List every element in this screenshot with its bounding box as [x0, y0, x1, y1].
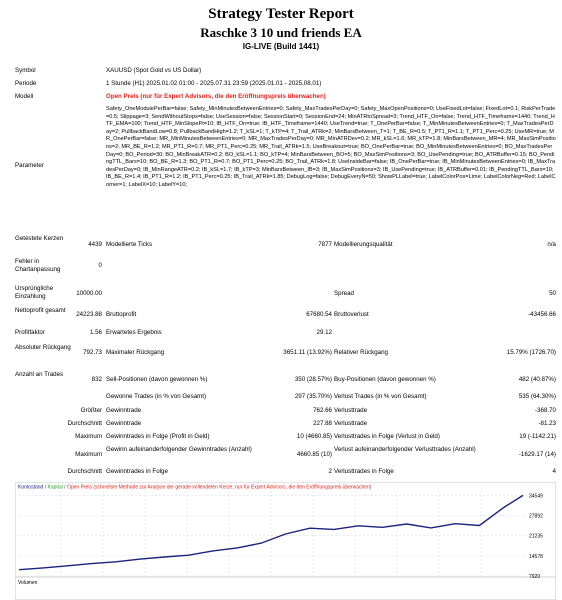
total-trades-label: Anzahl an Trades: [15, 371, 64, 378]
mismatch-label: Fehler in Chartanpassung: [15, 258, 61, 273]
period-label: Periode: [15, 80, 37, 87]
average-win-value: 227.88: [313, 420, 332, 427]
max-consecutive-losses-value: 19 (-1142.21): [519, 433, 556, 440]
ticks-value: 7877: [318, 241, 332, 248]
max-consecutive-prefix: Maximum: [75, 433, 102, 440]
legend-equity: Kapital: [47, 484, 63, 491]
short-positions-label: Sell-Positionen (davon gewonnen %): [106, 376, 208, 383]
bars-label: Getestete Kerzen: [15, 235, 64, 242]
largest-win-value: 762.66: [313, 407, 332, 414]
y-tick-label: 34549: [529, 493, 543, 500]
y-tick-label: 14578: [529, 553, 543, 560]
average-win-label: Gewinntrade: [106, 420, 142, 427]
max-consecutive-wins-value: 10 (4660.85): [296, 433, 332, 440]
profit-factor-value: 1.56: [89, 329, 102, 336]
chart-legend: Kontostand / Kapital / Open Preis (schnellste Methode zur Analyse der gerade vollendeten Kerze; nur für Expert Advisors, die den Eröffnungspreis überwachen): [18, 484, 372, 491]
avg-consecutive-losses-label: Verlusttrades in Folge: [334, 468, 394, 475]
max-consecutive-loss-value: -1629.17 (14): [518, 451, 556, 458]
long-positions-value: 482 (40.87%): [518, 376, 556, 383]
net-profit-value: 24223.88: [76, 311, 102, 318]
long-positions-label: Buy-Positionen (davon gewonnen %): [334, 376, 436, 383]
largest-loss-value: -368.70: [535, 407, 556, 414]
rel-drawdown-value: 15.79% (1726.70): [506, 349, 556, 356]
parameter-label: Parameter: [15, 162, 44, 169]
symbol-label: Symbol: [15, 67, 36, 74]
quality-label: Modellierungsqualität: [334, 241, 393, 248]
abs-drawdown-value: 792.73: [83, 349, 102, 356]
parameter-list: Safety_OneModulePerBar=false; Safety_MinMinutesBetweenEntries=0; Safety_MaxTradesPerDay=0; Safety_MaxOpenPositions=0; UseFixedLot=false; FixedLot=0.1; RiskPerTrade=0.5; Slippage=3; SendWithoutStops=false; UseSession=false; SessionStart=0; SessionEnd=24; MinATRtoSpread=3; Trend_HTF_On=false; Trend_HTF_Timeframe=1440; Trend_HTF_EMA=100; Trend_HTF_MinSlopePt=10; IB_HTF_On=true; IB_HTF_Timeframe=1440; UseTrend=true; T_OnePerBar=false; T_MinMinutesBetweenEntries=0; T_MaxTradesPerDay=2; PullbackBandLow=0.8; PullbackBandHigh=1.2; T_kSL=1; T_kTP=4; T_Trail_ATRk=2; MinBarsBetween_T=1; T_BE_R=0.5; T_PT1_R=1.1; T_PT1_Perc=0.25; UseMR=true; MR_OnePerBar=false; MR_MinMinutesBetweenEntries=0; MR_MaxTradesPerDay=0; MR_MinATRDev=0.2; MR_kSL=1.6; MR_kTP=1.8; MinBarsBetween_MR=4; MR_MaxSimPositions=2; MR_BE_R=1.2; MR_PT1_R=0.7; MR_PT1_Perc=0.25; MR_Trail_ATRk=1.5; UseBreakout=true; BO_OnePerBar=true; BO_MinMinutesBetweenEntries=0; BO_MaxTradesPerDay=0; BO_Period=30; BO_MinBreakATR=0.2; BO_kSL=1.1; BO_kTP=4; MinBarsBetween_BO=5; BO_MaxSimPositions=3; BO_UsePending=true; BO_ATRBuffer=0.15; BO_PendingTTL_Bars=10; BO_BE_R=1.3; BO_PT1_R=0.7; BO_PT1_Perc=0.25; BO_Trail_ATRk=1.8; UseInsideBar=false; IB_OnePerBar=true; IB_MinMinutesBetweenEntries=0; IB_MaxTradesPerDay=0; IB_MinRangeATR=0.2; IB_kSL=1.7; IB_kTP=3; MinBarsBetween_IB=3; IB_MaxSimPositions=3; IB_UsePending=true; IB_ATRBuffer=0.01; IB_PendingTTL_Bars=10; IB_BE_R=1.4; IB_PT1_R=1.2; IB_PT1_Perc=0.25; IB_Trail_ATRk=1.85; DebugLog=false; DebugEveryN=50; ShowPLLabel=true; LabelColorPos=Lime; LabelColorNeg=Red; LabelCorner=1; LabelX=10; LabelY=10;: [106, 106, 556, 188]
rel-drawdown-label: Relativer Rückgang: [334, 349, 388, 356]
total-trades-value: 832: [91, 376, 102, 383]
period-value: 1 Stunde (H1) 2025.01.02 01:00 - 2025.07.31 23:59 (2025.01.01 - 2025.08.01): [106, 80, 322, 87]
model-label: Modell: [15, 93, 34, 100]
profit-factor-label: Profitfaktor: [15, 329, 45, 336]
gross-loss-value: -43456.66: [528, 311, 556, 318]
avg-consecutive-wins-value: 2: [328, 468, 332, 475]
max-consecutive-profit-prefix: Maximum: [75, 451, 102, 458]
max-drawdown-value: 3651.11 (13.92%): [283, 349, 332, 356]
volume-label: Volumen: [18, 580, 38, 586]
spread-value: 50: [549, 290, 556, 297]
won-trades-value: 297 (35.70%): [294, 393, 332, 400]
max-consecutive-profit-label: Gewinn aufeinanderfolgender Gewinntrades (Anzahl): [106, 446, 252, 453]
largest-loss-label: Verlusttrade: [334, 407, 368, 414]
largest-win-label: Gewinntrade: [106, 407, 142, 414]
gross-profit-label: Bruttoprofit: [106, 311, 137, 318]
mismatch-value: 0: [98, 262, 102, 269]
average-prefix: Durchschnitt: [67, 420, 102, 427]
avg-consecutive-wins-label: Gewinntrades in Folge: [106, 468, 168, 475]
model-value: Open Preis (nur für Expert Advisors, die den Eröffnungspreis überwachen): [106, 93, 326, 100]
lost-trades-value: 535 (64.30%): [518, 393, 556, 400]
ea-name: Raschke 3 10 und friends EA: [200, 25, 362, 40]
chart-frame: [15, 482, 556, 600]
balance-chart: [15, 482, 556, 600]
max-consecutive-losses-label: Verlusttrades in Folge (Verlust in Geld): [334, 433, 440, 440]
average-loss-value: -81.23: [538, 420, 556, 427]
avg-consecutive-losses-value: 4: [552, 468, 556, 475]
max-drawdown-label: Maximaler Rückgang: [106, 349, 165, 356]
quality-value: n/a: [547, 241, 556, 248]
y-tick-label: 7920: [529, 574, 541, 580]
largest-prefix: Größter: [80, 407, 102, 414]
avg-consecutive-prefix: Durchschnitt: [67, 468, 102, 475]
average-loss-label: Verlusttrade: [334, 420, 368, 427]
server-name: IG-LIVE (Build 1441): [242, 42, 320, 51]
gross-profit-value: 67680.54: [306, 311, 332, 318]
abs-drawdown-label: Absoluter Rückgang: [15, 344, 71, 351]
report-title: Strategy Tester Report: [208, 6, 354, 22]
legend-open: Open Preis (schnellste Methode zur Analyse der gerade vollendeten Kerze; nur für Expert Advisors, die den Eröffnungspreis überwachen): [66, 484, 372, 491]
max-consecutive-loss-label: Verlust aufeinanderfolgender Verlusttrades (Anzahl): [334, 446, 476, 453]
y-tick-label: 27892: [529, 513, 543, 520]
expected-payoff-value: 29.12: [316, 329, 332, 336]
gross-loss-label: Bruttoverlust: [334, 311, 369, 318]
deposit-label: Ursprüngliche Einzahlung: [15, 285, 54, 300]
spread-label: Spread: [334, 290, 354, 297]
ticks-label: Modellierte Ticks: [106, 241, 153, 248]
symbol-value: XAUUSD (Spot Gold vs US Dollar): [106, 67, 202, 74]
short-positions-value: 350 (28.57%): [294, 376, 332, 383]
net-profit-label: Nettoprofit gesamt: [15, 307, 66, 314]
expected-payoff-label: Erwartetes Ergebnis: [106, 329, 162, 336]
won-trades-label: Gewonne Trades (in % von Gesamt): [106, 393, 207, 400]
bars-value: 4439: [88, 241, 102, 248]
max-consecutive-wins-label: Gewinntrades in Folge (Profit in Geld): [106, 433, 210, 440]
lost-trades-label: Verlust Trades (in % von Gesamt): [334, 393, 427, 400]
deposit-value: 10000.00: [76, 290, 102, 297]
legend-balance: Kontostand: [18, 484, 44, 491]
y-tick-label: 21235: [529, 533, 543, 540]
max-consecutive-profit-value: 4660.85 (10): [296, 451, 332, 458]
